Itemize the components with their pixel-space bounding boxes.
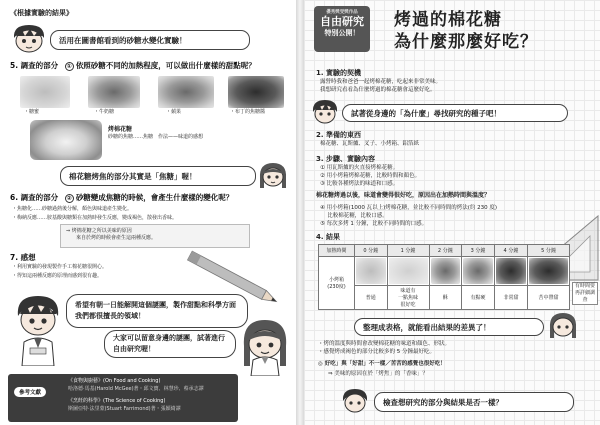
- sec6-arrow-line-2: 來自於烤的時候會產生這兩種反應。: [76, 235, 157, 241]
- th-6: 5 分鐘: [527, 245, 569, 257]
- boy-bottom-character-icon: [340, 386, 370, 416]
- tv-2: 酥: [429, 286, 462, 310]
- bubble-top: 活用在圖書館看到的砂糖水變化實驗！: [50, 30, 250, 50]
- cake-text: [108, 126, 228, 141]
- s2-title: 2. 準備的東西: [316, 131, 361, 139]
- s3-line-1: ① 用瓦斯爐的火直接烤棉花糖。: [320, 165, 399, 171]
- th-1: 0 分鐘: [355, 245, 388, 257]
- tv-5: 苦中帶甜: [527, 286, 569, 310]
- results-header-row: [319, 245, 570, 257]
- s4-line-1: ④ 用小烤箱(1000 瓦以上)烤棉花糖，並比較不同時間的烤法(約 230 度): [320, 205, 498, 211]
- tphoto-3: [463, 258, 493, 284]
- sec6-arrow-box: [60, 224, 250, 248]
- ref-3: 《烹飪的科學》(The Science of Cooking): [68, 398, 166, 404]
- th-5: 4 分鐘: [494, 245, 527, 257]
- sec7-title: 7. 感想: [10, 253, 36, 262]
- s4-line-3: ⑤ 每次多烤 1 分鐘，比較不同時間的口感。: [320, 221, 428, 227]
- right-page: [304, 0, 600, 425]
- left-header: 《根據實驗的結果》: [10, 9, 73, 17]
- girl-character-icon: [258, 160, 288, 190]
- tv-0: 普通: [355, 286, 388, 310]
- th-3: 2 分鐘: [429, 245, 462, 257]
- sec7-line-2: ・得知這兩種反應的原理而感到很有趣。: [12, 273, 103, 279]
- bubble-boy: 希望有朝一日能解開這個謎團，製作甜點和科學方面我們都很擅長的領域！: [66, 294, 248, 328]
- ref-4: 斯圖亞特·法里蒙(Stuart Farrimond)著・張穎綺譯: [68, 406, 181, 412]
- s5-question: ◎ 好吃」與「好甜」不一樣／苦苦的感覺也很好吃！: [318, 361, 446, 367]
- ref-1: 《食物與廚藝》(On Food and Cooking): [68, 378, 161, 384]
- photo-caption-1: ・糖蜜: [24, 109, 40, 115]
- bubble-why: 試著從身邊的「為什麼」尋找研究的種子吧！: [342, 104, 568, 122]
- question-box: 棉花糖烤過以後，味道會變得很好吃，原因出在加熱時間與溫度？: [316, 192, 491, 199]
- title-line-2: 為什麼那麼好吃？: [394, 32, 538, 52]
- book-gutter: [296, 0, 304, 425]
- s1-title: 1. 實驗的契機: [316, 69, 361, 77]
- sec7-line-1: ・利用實驗的發現製作手工棉花糖很開心。: [12, 264, 108, 270]
- references-label-wrap: [14, 379, 46, 398]
- bubble-bottom: 檢查想研究的部分與結果是否一樣？: [374, 392, 574, 412]
- boy-character-icon: [10, 22, 48, 54]
- row-label: 小烤箱 (230度): [319, 257, 355, 310]
- s5-line-2: ・感覺烤成褐色的部分比較多的 5 分鐘最好吃。: [318, 349, 435, 355]
- s3-title: 3. 步驟、實驗內容: [316, 155, 375, 163]
- sec5-heading: [10, 60, 292, 71]
- references-label: 參考文獻: [14, 387, 46, 397]
- sec5-text: 依照砂糖不同的加熱程度，可以做出什麼樣的甜點呢？: [75, 61, 256, 70]
- s4-line-2: 比較棉花糖，比較口感。: [320, 213, 388, 219]
- seal-sub: 特別公開！: [324, 29, 360, 37]
- s2-line: 棉花糖、瓦斯爐、叉子、小烤箱、鋁箔紙: [320, 141, 420, 147]
- sec6-heading: [10, 192, 292, 203]
- note-side: 有時間要再詳細調查: [572, 282, 598, 305]
- photo-caption-2: ・牛奶糖: [94, 109, 115, 115]
- ref-2: 哈洛德·馬基(Harold McGee)著・邱文寶、林慧珍、蔡承志譯: [68, 386, 204, 392]
- sec5-title: 5. 調查的部分: [10, 61, 59, 70]
- photo-pudding: [228, 76, 284, 108]
- tphoto-1: [389, 258, 428, 284]
- th-4: 3 分鐘: [462, 245, 495, 257]
- tv-3: 有點硬: [462, 286, 495, 310]
- photo-caramel-candy: [88, 76, 140, 108]
- tv-4: 非常甜: [494, 286, 527, 310]
- sec5-photo-row: [12, 76, 290, 118]
- left-page: [0, 0, 296, 425]
- s1-line-1: 露營時我和爸爸一起烤棉花糖，吃起來非常美味。: [320, 79, 442, 85]
- results-table: [318, 244, 570, 310]
- tphoto-0: [356, 258, 386, 284]
- s4-title: 4. 結果: [316, 233, 340, 241]
- tv-1: 味道有 一點焦味 很好吃: [387, 286, 429, 310]
- s3-line-3: ③ 比較各種烤法的味道和口感。: [320, 181, 399, 187]
- s3-line-2: ② 用小烤箱烤棉花糖，比較時間和顏色。: [320, 173, 421, 179]
- s1-line-2: 我想研究看看為什麼烤過的棉花糖會這麼好吃。: [320, 87, 436, 93]
- sec5-num: ①: [66, 63, 72, 70]
- results-photo-row: [319, 257, 570, 286]
- references-box: [8, 374, 238, 422]
- cake-title: 烤棉花糖: [108, 126, 133, 133]
- tphoto-5: [529, 258, 568, 284]
- girl-small-character-icon: [548, 310, 578, 340]
- girl-full-character-icon: [236, 316, 294, 376]
- tphoto-2: [431, 258, 461, 284]
- seal-badge: [314, 6, 370, 52]
- s5-arrow: ⇒ 美味的原因在於「烤焦」的「香味」？: [328, 371, 428, 377]
- sec6-text: 砂糖變成焦糖的時候，會產生什麼樣的變化呢？: [75, 193, 234, 202]
- photo-caption-4: ・布丁的焦糖醬: [230, 109, 266, 115]
- seal-top: 優秀獎受獎作品: [326, 10, 358, 15]
- sec6-arrow-line-1: ⇒ 烤棉花糖之所以美味的原因: [66, 228, 132, 234]
- bubble-girl: 大家可以留意身邊的謎團，試著進行自由研究喔！: [104, 330, 236, 358]
- bubble-table: 整理成表格，就能看出結果的差異了！: [354, 318, 544, 336]
- th-0: 加熱時間: [319, 245, 355, 257]
- th-2: 1 分鐘: [387, 245, 429, 257]
- photo-apple: [158, 76, 214, 108]
- photo-marshmallow: [30, 120, 102, 160]
- sec6-title: 6. 調查的部分: [10, 193, 59, 202]
- boy-full-character-icon: [8, 292, 68, 366]
- s5-line-1: ・烤的溫度與時間會改變棉花糖的味道和顏色、形狀。: [318, 341, 451, 347]
- bubble-caramel: 棉花糖烤焦的部分其實是「焦糖」喔！: [60, 166, 256, 186]
- title-line-1: 烤過的棉花糖: [394, 10, 502, 30]
- cake-desc: 砂糖的焦糖……焦糖 作法——味道的感想: [108, 134, 204, 140]
- sec6-num: ②: [66, 195, 72, 202]
- boy-small-character-icon: [310, 98, 340, 126]
- photo-caption-3: ・蘋果: [166, 109, 182, 115]
- sec6-line-1: ・焦糖化……砂糖過熱後分解，顏色與味道產生變化。: [12, 206, 133, 212]
- seal-main: 自由研究: [320, 15, 364, 28]
- tphoto-4: [496, 258, 526, 284]
- results-value-row: [319, 286, 570, 310]
- photo-syrup: [20, 76, 70, 108]
- sec6-line-2: ・梅納反應……胺基酸與糖類在加熱時發生反應，變成褐色，散發出香味。: [12, 215, 178, 221]
